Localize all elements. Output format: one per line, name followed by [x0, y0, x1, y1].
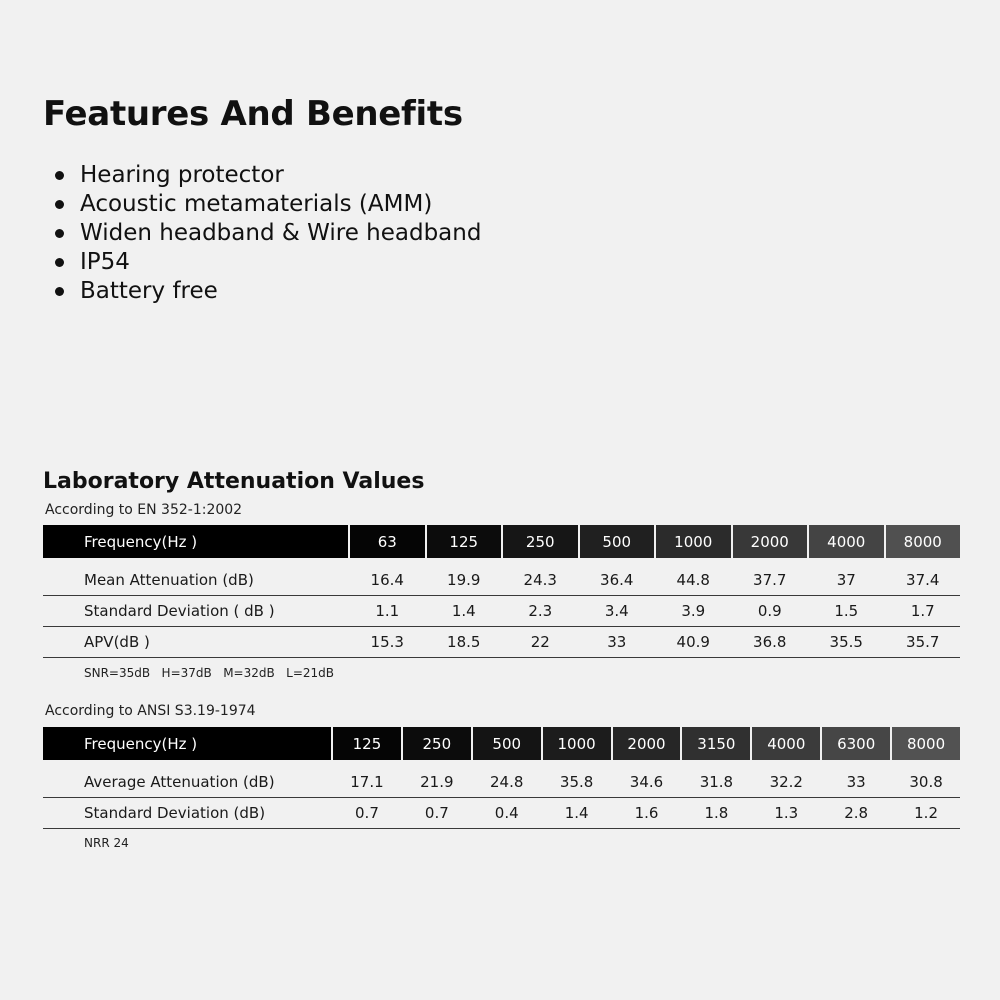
- en-standard-label: According to EN 352-1:2002: [45, 502, 243, 518]
- bullet-icon: [55, 287, 64, 296]
- table-cell: 1.4: [451, 602, 476, 620]
- table-cell: 35.7: [906, 633, 940, 651]
- table-cell: 19.9: [447, 571, 481, 589]
- ansi-attenuation-table: [43, 727, 960, 829]
- feature-item: [52, 190, 481, 219]
- bullet-icon: [55, 171, 64, 180]
- row-label: Standard Deviation ( dB ): [84, 602, 275, 620]
- frequency-header-cell: 125: [427, 525, 502, 558]
- frequency-header-cell: 3150: [682, 727, 750, 760]
- frequency-header-cell: 1000: [656, 525, 731, 558]
- row-label: APV(dB ): [84, 633, 150, 651]
- table-cell: 44.8: [676, 571, 710, 589]
- table-row: [43, 798, 960, 829]
- table-cell: 33: [607, 633, 627, 651]
- feature-item: [52, 219, 481, 248]
- en-rating-note: SNR=35dB H=37dB M=32dB L=21dB: [84, 666, 335, 680]
- table-cell: 1.4: [564, 804, 589, 822]
- table-cell: 16.4: [370, 571, 404, 589]
- frequency-header-cell: 1000: [543, 727, 611, 760]
- feature-item: [52, 248, 481, 277]
- feature-item: [52, 277, 481, 306]
- table-row: [43, 565, 960, 596]
- table-cell: 3.4: [604, 602, 629, 620]
- table-cell: 1.7: [910, 602, 935, 620]
- row-label: Standard Deviation (dB): [84, 804, 266, 822]
- table-row: [43, 627, 960, 658]
- frequency-header-cell: 2000: [733, 525, 808, 558]
- table-cell: 1.1: [375, 602, 400, 620]
- frequency-header-cell: 500: [473, 727, 541, 760]
- frequency-header-cell: 250: [503, 525, 578, 558]
- table-cell: 22: [530, 633, 550, 651]
- frequency-header-cell: 63: [350, 525, 425, 558]
- feature-item: [52, 161, 481, 190]
- row-label: Mean Attenuation (dB): [84, 571, 254, 589]
- ansi-rating-note: NRR 24: [84, 836, 129, 850]
- table-cell: 1.6: [634, 804, 659, 822]
- lab-section-title: Laboratory Attenuation Values: [43, 469, 425, 494]
- ansi-standard-label: According to ANSI S3.19-1974: [45, 703, 256, 719]
- frequency-header-cell: 4000: [809, 525, 884, 558]
- frequency-header-cell: 6300: [822, 727, 890, 760]
- features-title: Features And Benefits: [43, 94, 463, 134]
- table-cell: 0.9: [757, 602, 782, 620]
- table-cell: 0.4: [494, 804, 519, 822]
- frequency-header-cell: 125: [333, 727, 401, 760]
- frequency-header-cell: 4000: [752, 727, 820, 760]
- bullet-icon: [55, 229, 64, 238]
- frequency-header-cell: 500: [580, 525, 655, 558]
- table-cell: 35.8: [559, 773, 594, 791]
- table-cell: 18.5: [447, 633, 481, 651]
- table-cell: 17.1: [350, 773, 384, 791]
- table-cell: 30.8: [909, 773, 943, 791]
- table-cell: 40.9: [676, 633, 710, 651]
- table-cell: 32.2: [769, 773, 803, 791]
- table-cell: 3.9: [681, 602, 706, 620]
- table-header-row: [43, 525, 960, 558]
- table-cell: 35.5: [829, 633, 863, 651]
- table-cell: 36.4: [600, 571, 634, 589]
- en-attenuation-table: [43, 525, 960, 658]
- table-cell: 1.2: [914, 804, 938, 822]
- header-label: Frequency(Hz ): [43, 727, 331, 760]
- table-cell: 1.3: [774, 804, 799, 822]
- table-cell: 37: [836, 571, 856, 589]
- table-cell: 21.9: [420, 773, 454, 791]
- feature-text: Widen headband & Wire headband: [80, 220, 482, 246]
- feature-text: Hearing protector: [80, 162, 284, 188]
- frequency-header-cell: 2000: [613, 727, 681, 760]
- table-cell: 31.8: [699, 773, 734, 791]
- table-cell: 2.8: [844, 804, 869, 822]
- table-cell: 24.3: [523, 571, 557, 589]
- frequency-header-cell: 8000: [886, 525, 961, 558]
- table-cell: 24.8: [490, 773, 524, 791]
- header-label: Frequency(Hz ): [43, 525, 348, 558]
- table-cell: 15.3: [370, 633, 404, 651]
- table-cell: 0.7: [424, 804, 449, 822]
- table-cell: 34.6: [629, 773, 664, 791]
- row-label: Average Attenuation (dB): [84, 773, 275, 791]
- table-cell: 1.5: [834, 602, 859, 620]
- table-row: [43, 767, 960, 798]
- table-cell: 0.7: [355, 804, 379, 822]
- feature-text: Battery free: [80, 278, 218, 304]
- frequency-header-cell: 250: [403, 727, 471, 760]
- bullet-icon: [55, 258, 64, 267]
- table-cell: 37.7: [753, 571, 787, 589]
- table-cell: 37.4: [906, 571, 940, 589]
- feature-text: Acoustic metamaterials (AMM): [80, 191, 433, 217]
- table-cell: 2.3: [528, 602, 553, 620]
- table-cell: 36.8: [753, 633, 787, 651]
- features-list: [52, 161, 481, 306]
- table-cell: 1.8: [704, 804, 729, 822]
- feature-text: IP54: [80, 249, 130, 275]
- table-header-row: [43, 727, 960, 760]
- table-cell: 33: [846, 773, 866, 791]
- frequency-header-cell: 8000: [892, 727, 960, 760]
- bullet-icon: [55, 200, 64, 209]
- table-row: [43, 596, 960, 627]
